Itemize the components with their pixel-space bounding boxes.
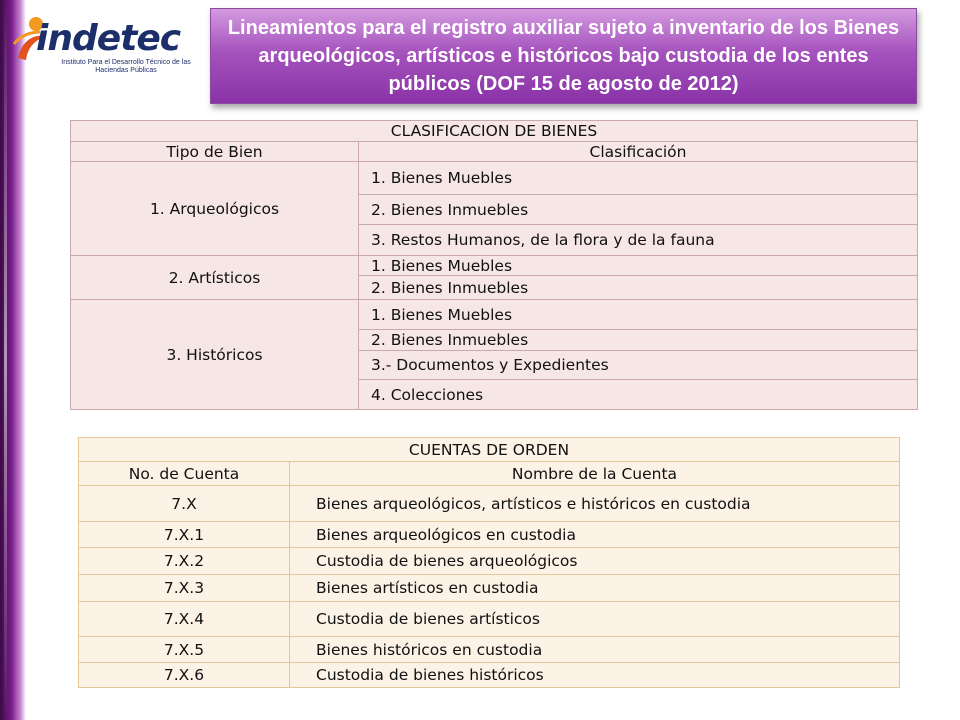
account-name: Custodia de bienes históricos [290, 663, 900, 688]
logo-brand-text: indetec [36, 18, 181, 59]
clasificacion-item: 2. Bienes Inmuebles [359, 330, 918, 351]
clasificacion-item: 2. Bienes Inmuebles [359, 276, 918, 300]
classification-caption: CLASIFICACION DE BIENES [71, 121, 918, 142]
clasificacion-item: 1. Bienes Muebles [359, 256, 918, 276]
classification-table [70, 120, 918, 410]
account-number: 7.X.2 [79, 548, 290, 575]
header-nombre-de-la-cuenta: Nombre de la Cuenta [290, 462, 900, 486]
account-number: 7.X.5 [79, 637, 290, 663]
header-tipo-de-bien: Tipo de Bien [71, 142, 359, 162]
account-number: 7.X.1 [79, 522, 290, 548]
account-name: Custodia de bienes arqueológicos [290, 548, 900, 575]
header-no-de-cuenta: No. de Cuenta [79, 462, 290, 486]
indetec-logo [12, 14, 191, 76]
header-clasificacion: Clasificación [359, 142, 918, 162]
account-number: 7.X.3 [79, 575, 290, 602]
account-name: Bienes arqueológicos en custodia [290, 522, 900, 548]
accounts-caption: CUENTAS DE ORDEN [79, 438, 900, 462]
clasificacion-item: 3. Restos Humanos, de la flora y de la fauna [359, 225, 918, 256]
logo-subtitle: Instituto Para el Desarrollo Técnico de las Haciendas Públicas [61, 59, 191, 74]
clasificacion-item: 1. Bienes Muebles [359, 162, 918, 195]
tipo-arqueologicos: 1. Arqueológicos [71, 162, 359, 256]
page-title: Lineamientos para el registro auxiliar sujeto a inventario de los Bienes arqueológicos, artísticos e históricos bajo custodia de los entes públicos (DOF 15 de agosto de 2012) [227, 17, 900, 95]
account-number: 7.X.6 [79, 663, 290, 688]
account-name: Custodia de bienes artísticos [290, 602, 900, 637]
account-number: 7.X [79, 486, 290, 522]
account-number: 7.X.4 [79, 602, 290, 637]
tipo-artisticos: 2. Artísticos [71, 256, 359, 300]
title-banner [210, 8, 917, 104]
clasificacion-item: 4. Colecciones [359, 380, 918, 410]
left-decorative-bar [0, 0, 26, 720]
clasificacion-item: 1. Bienes Muebles [359, 300, 918, 330]
account-name: Bienes históricos en custodia [290, 637, 900, 663]
clasificacion-item: 3.- Documentos y Expedientes [359, 351, 918, 380]
account-name: Bienes artísticos en custodia [290, 575, 900, 602]
clasificacion-item: 2. Bienes Inmuebles [359, 195, 918, 225]
accounts-table [78, 437, 900, 688]
tipo-historicos: 3. Históricos [71, 300, 359, 410]
account-name: Bienes arqueológicos, artísticos e históricos en custodia [290, 486, 900, 522]
